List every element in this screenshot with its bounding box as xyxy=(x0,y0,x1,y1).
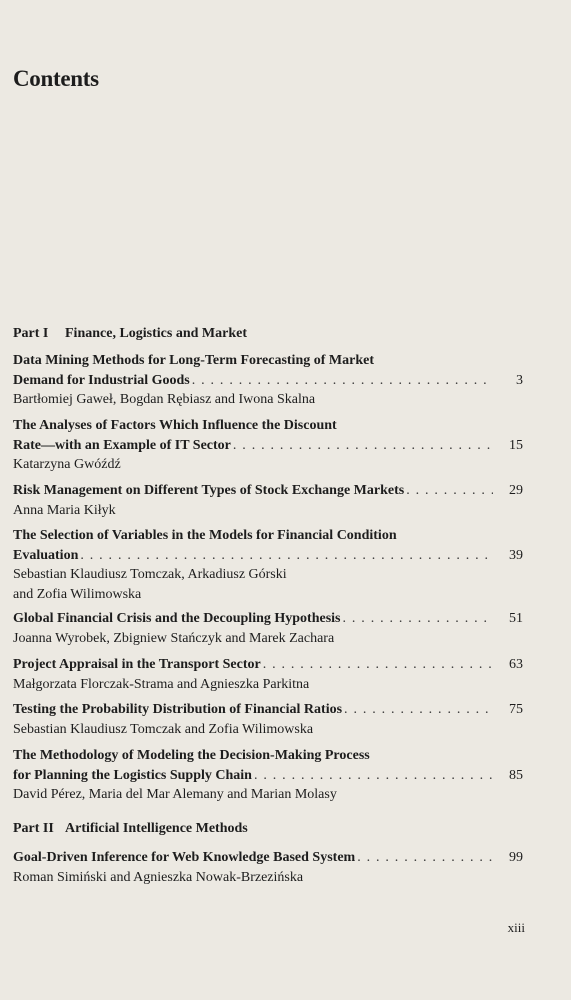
page-number: 3 xyxy=(516,372,523,388)
toc-entry[interactable] xyxy=(13,351,523,410)
dot-leader xyxy=(263,655,493,675)
page-folio: xiii xyxy=(507,920,525,935)
page-number: 75 xyxy=(509,702,523,717)
entry-title-line: Data Mining Methods for Long-Term Forecasting of Market xyxy=(13,353,374,368)
dot-leader xyxy=(254,766,493,786)
entry-authors: Joanna Wyrobek, Zbigniew Stańczyk and Marek Zachara xyxy=(13,630,335,646)
entry-title-line: The Methodology of Modeling the Decision-Making Process xyxy=(13,748,370,763)
toc-entry[interactable] xyxy=(13,700,523,739)
entry-authors: Bartłomiej Gaweł, Bogdan Rębiasz and Iwona Skalna xyxy=(13,392,316,407)
dot-leader xyxy=(344,700,493,720)
entry-title-line: The Analyses of Factors Which Influence the Discount xyxy=(13,418,337,433)
toc-entry[interactable] xyxy=(13,526,523,604)
entry-title-last-line: Testing the Probability Distribution of Financial Ratios xyxy=(13,702,343,717)
toc-entry[interactable] xyxy=(13,848,523,887)
entry-title-last-line: Demand for Industrial Goods xyxy=(13,372,190,388)
entry-authors: Małgorzata Florczak-Strama and Agnieszka Parkitna xyxy=(13,676,310,692)
page-title: Contents xyxy=(13,66,99,91)
entry-authors: David Pérez, Maria del Mar Alemany and Marian Molasy xyxy=(13,787,337,802)
toc-entry[interactable] xyxy=(13,746,523,805)
entry-title-line: The Selection of Variables in the Models for Financial Condition xyxy=(13,528,397,543)
page-number: 15 xyxy=(509,437,523,453)
part-number: Part II xyxy=(13,821,54,836)
part-title: Finance, Logistics and Market xyxy=(65,326,247,341)
dot-leader xyxy=(80,546,493,566)
entry-title-last-line: Risk Management on Different Types of Stock Exchange Markets xyxy=(13,483,405,498)
page-number: 63 xyxy=(509,657,523,672)
entry-title-last-line: Project Appraisal in the Transport Sector xyxy=(13,657,261,672)
entry-authors: and Zofia Wilimowska xyxy=(13,586,142,602)
toc-entry[interactable] xyxy=(13,416,523,475)
entry-title-last-line: Goal-Driven Inference for Web Knowledge Based System xyxy=(13,850,356,865)
entry-title-last-line: Rate—with an Example of IT Sector xyxy=(13,437,231,453)
entry-title-last-line: for Planning the Logistics Supply Chain xyxy=(13,767,252,783)
entry-authors: Anna Maria Kiłyk xyxy=(13,502,116,518)
page-number: 51 xyxy=(509,611,523,626)
toc-entry[interactable] xyxy=(13,655,523,694)
entry-authors: Sebastian Klaudiusz Tomczak, Arkadiusz Górski xyxy=(13,567,287,582)
dot-leader xyxy=(357,848,493,868)
entry-title-last-line: Global Financial Crisis and the Decoupling Hypothesis xyxy=(13,611,341,626)
page-number: 39 xyxy=(509,547,523,563)
part-number: Part I xyxy=(13,326,49,341)
dot-leader xyxy=(343,609,494,629)
page-number: 29 xyxy=(509,483,523,498)
dot-leader xyxy=(406,481,493,501)
entry-authors: Roman Simiński and Agnieszka Nowak-Brzezińska xyxy=(13,869,304,885)
toc-entry[interactable] xyxy=(13,481,523,520)
entry-title-last-line: Evaluation xyxy=(13,547,79,563)
part-heading xyxy=(13,821,248,837)
part-heading xyxy=(13,326,247,342)
dot-leader xyxy=(192,371,493,391)
entry-authors: Sebastian Klaudiusz Tomczak and Zofia Wilimowska xyxy=(13,721,314,737)
entry-authors: Katarzyna Gwóźdź xyxy=(13,457,121,472)
page-number: 99 xyxy=(509,850,523,865)
part-title: Artificial Intelligence Methods xyxy=(65,821,248,836)
page-number: 85 xyxy=(509,767,523,783)
dot-leader xyxy=(233,436,493,456)
toc-entry[interactable] xyxy=(13,609,523,648)
